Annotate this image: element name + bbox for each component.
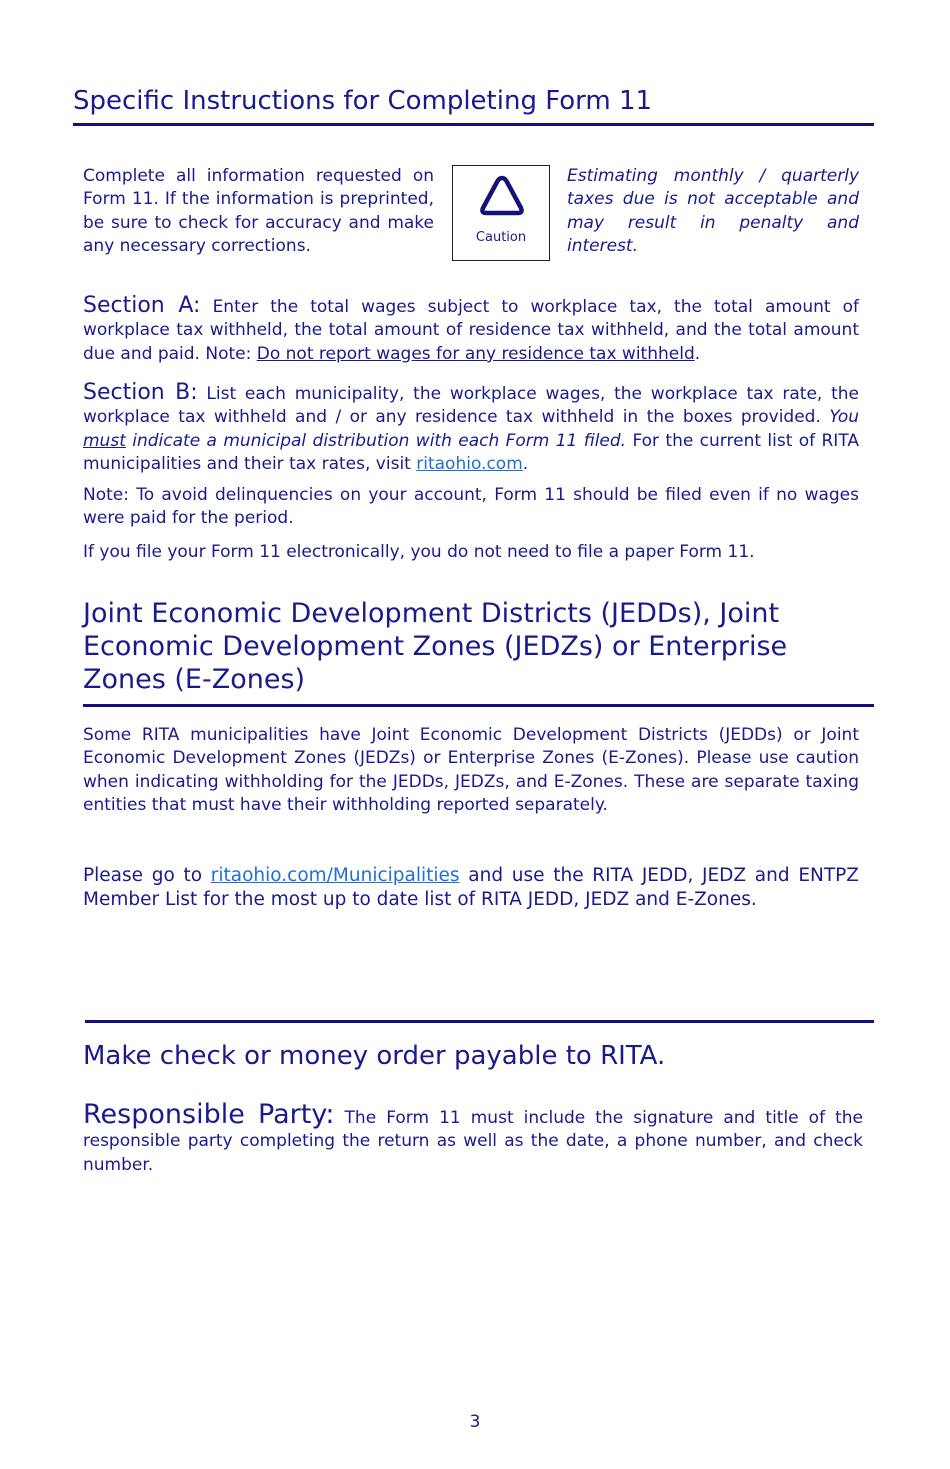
section-a-text: Enter the total wages subject to workplace tax, the total amount of workplace tax withheld, the total amount of residence tax withheld, and the total amount due and paid. xyxy=(83,297,860,364)
caution-box xyxy=(452,165,550,261)
jedd-list-paragraph xyxy=(83,864,859,912)
section-b-text: List each municipality, the workplace wages, the workplace tax rate, the workplace tax withheld and / or any residence tax withheld in the boxes provided. xyxy=(83,384,859,428)
caution-triangle-icon xyxy=(477,172,527,218)
jedd-paragraph: Some RITA municipalities have Joint Economic Development Districts (JEDDs) or Joint Economic Development Zones (JEDZs) or Enterprise Zones (E-Zones). Please use caution when indicating withholding for the JEDDs, JEDZs, and E-Zones. These are separate taxing entities that must have their withholding reported separately. xyxy=(83,725,859,815)
section-a-note-label: Note: xyxy=(205,343,252,364)
intro-text: Complete all information requested on Form 11. If the information is preprinted, be sure to check for accuracy and make any necessary corrections. xyxy=(83,166,434,256)
ritaohio-link[interactable]: ritaohio.com xyxy=(416,453,523,474)
section-b-emphasis-post: indicate a municipal distribution with each Form 11 filed. xyxy=(132,430,627,451)
electronic-filing-note: If you file your Form 11 electronically, you do not need to file a paper Form 11. xyxy=(83,542,755,562)
responsible-party-heading: Responsible Party: xyxy=(83,1099,335,1130)
payable-instruction: Make check or money order payable to RITA. xyxy=(83,1041,666,1071)
section-a-heading: Section A: xyxy=(83,293,201,318)
jedd-list-post: and use the RITA JEDD, JEDZ and ENTPZ Member List for the most up to date list of RITA JEDD, JEDZ and E-Zones. xyxy=(83,865,859,910)
jedd-heading: Joint Economic Development Districts (JEDDs), Joint Economic Development Zones (JEDZs) or Enterprise Zones (E-Zones) xyxy=(83,598,788,695)
section-b-end: . xyxy=(522,453,529,474)
estimating-warning: Estimating monthly / quarterly taxes due is not acceptable and may result in penalty and interest. xyxy=(567,166,859,256)
page-number: 3 xyxy=(469,1412,481,1432)
payable-divider xyxy=(85,1020,874,1023)
jedd-list-pre: Please go to xyxy=(83,865,203,886)
section-b-emphasis-pre: You xyxy=(829,407,860,428)
section-a-note-end: . xyxy=(694,343,701,364)
section-b-list-text: For the current list of RITA municipalities and their tax rates, visit xyxy=(83,430,860,474)
jedd-divider xyxy=(83,704,874,707)
section-b xyxy=(83,381,859,476)
caution-label: Caution xyxy=(475,230,527,245)
section-b-emphasis-must: must xyxy=(83,430,126,451)
section-b-heading: Section B: xyxy=(83,380,198,405)
section-a-note-text: Do not report wages for any residence tax withheld xyxy=(256,343,695,364)
responsible-party-text: The Form 11 must include the signature and title of the responsible party completing the return as well as the date, a phone number, and check number. xyxy=(83,1108,864,1175)
page-title: Specific Instructions for Completing Form 11 xyxy=(73,86,653,116)
delinquency-note: Note: To avoid delinquencies on your account, Form 11 should be filed even if no wages were paid for the period. xyxy=(83,485,859,529)
title-divider xyxy=(73,123,874,126)
responsible-party xyxy=(83,1099,864,1177)
section-a xyxy=(83,294,859,366)
municipalities-link[interactable]: ritaohio.com/Municipalities xyxy=(210,865,460,886)
